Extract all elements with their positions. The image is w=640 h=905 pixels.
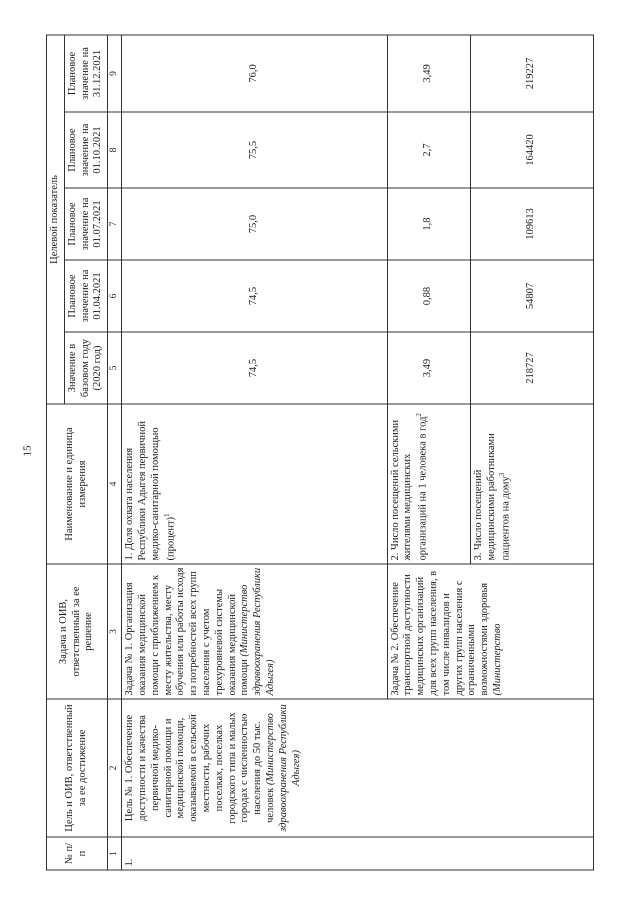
base-value: 74,5 <box>122 332 387 404</box>
header-goal: Цель и ОИВ, ответственный за ее достижение <box>47 699 108 837</box>
table-row <box>122 35 387 870</box>
indicator-text: 3. Число посещений медицинскими работниками пациентов на дому <box>472 433 512 561</box>
header-base: Значение в базовом году (2020 год) <box>64 332 107 404</box>
q3-value: 2,7 <box>387 112 470 188</box>
column-index: 1 <box>108 837 122 870</box>
column-index: 6 <box>108 260 122 332</box>
page-number: 15 <box>21 445 34 457</box>
column-index: 4 <box>108 404 122 564</box>
header-q4: Плановое значение на 31.12.2021 <box>64 35 107 112</box>
footnote-mark: 3 <box>498 472 507 477</box>
q4-value: 76,0 <box>122 35 387 112</box>
goal-cell <box>122 699 594 837</box>
header-q1: Плановое значение на 01.04.2021 <box>64 260 107 332</box>
header-q2: Плановое значение на 01.07.2021 <box>64 188 107 260</box>
column-index: 8 <box>108 112 122 188</box>
indicator-cell <box>470 404 593 564</box>
row-number: 1. <box>122 837 594 870</box>
q1-value: 0,88 <box>387 260 470 332</box>
indicator-cell <box>122 404 387 564</box>
rotated-table-container <box>46 36 594 871</box>
base-value: 218727 <box>470 332 593 404</box>
task-org: (Министерство <box>492 623 504 696</box>
header-task: Задача и ОИВ, ответственный за ее решение <box>47 564 108 699</box>
q3-value: 164420 <box>470 112 593 188</box>
column-index: 3 <box>108 564 122 699</box>
column-index: 5 <box>108 332 122 404</box>
header-q3: Плановое значение на 01.10.2021 <box>64 112 107 188</box>
task-label: Задача № 1. <box>124 642 136 696</box>
base-value: 3,49 <box>387 332 470 404</box>
header-num: № п/п <box>47 837 108 870</box>
footnote-mark: 1 <box>162 513 171 517</box>
q4-value: 219227 <box>470 35 593 112</box>
target-indicators-table <box>46 34 594 870</box>
task-label: Задача № 2. <box>389 642 401 696</box>
goal-org: (Министерство здравоохранения Республики Адыгея) <box>264 704 302 832</box>
column-index: 2 <box>108 699 122 837</box>
column-index: 9 <box>108 35 122 112</box>
task-org: (Министерство здравоохранения Республики Адыгея) <box>239 567 276 696</box>
task-text: Организация оказания медицинской помощи с приближением к месту жительства, месту обучения или работы исходя из потребностей всех групп населения с учетом трехуровневой системы оказания медицинской помощи <box>124 567 251 696</box>
q3-value: 75,5 <box>122 112 387 188</box>
q2-value: 109613 <box>470 188 593 260</box>
q2-value: 75,0 <box>122 188 387 260</box>
footnote-mark: 2 <box>415 413 424 417</box>
task-cell <box>387 564 593 699</box>
task-cell <box>122 564 387 699</box>
header-indicator: Наименование и единица измерения <box>47 404 108 564</box>
indicator-text: 1. Доля охвата населения Республики Адыгея первичной медико-санитарной помощью (процент) <box>124 421 177 561</box>
header-target-group: Целевой показатель <box>47 35 65 404</box>
goal-text: Цель № 1. Обеспечение доступности и качества первичной медико-санитарной помощи и медицинской помощи, оказываемой в сельской местности, рабочих поселках, поселках городского типа и малых городах с численностью населения до 50 тыс. человек <box>124 712 276 824</box>
q4-value: 3,49 <box>387 35 470 112</box>
column-index: 7 <box>108 188 122 260</box>
task-text: Обеспечение транспортной доступности медицинских организаций для всех групп населения, в том числе инвалидов и других групп населения с ограниченными возможностями здоровья <box>389 570 491 696</box>
q1-value: 54807 <box>470 260 593 332</box>
column-index-row <box>108 35 122 870</box>
indicator-text: 2. Число посещений сельскими жителями медицинских организаций на 1 человека в год <box>389 416 429 561</box>
q2-value: 1,8 <box>387 188 470 260</box>
indicator-cell <box>387 404 470 564</box>
q1-value: 74,5 <box>122 260 387 332</box>
